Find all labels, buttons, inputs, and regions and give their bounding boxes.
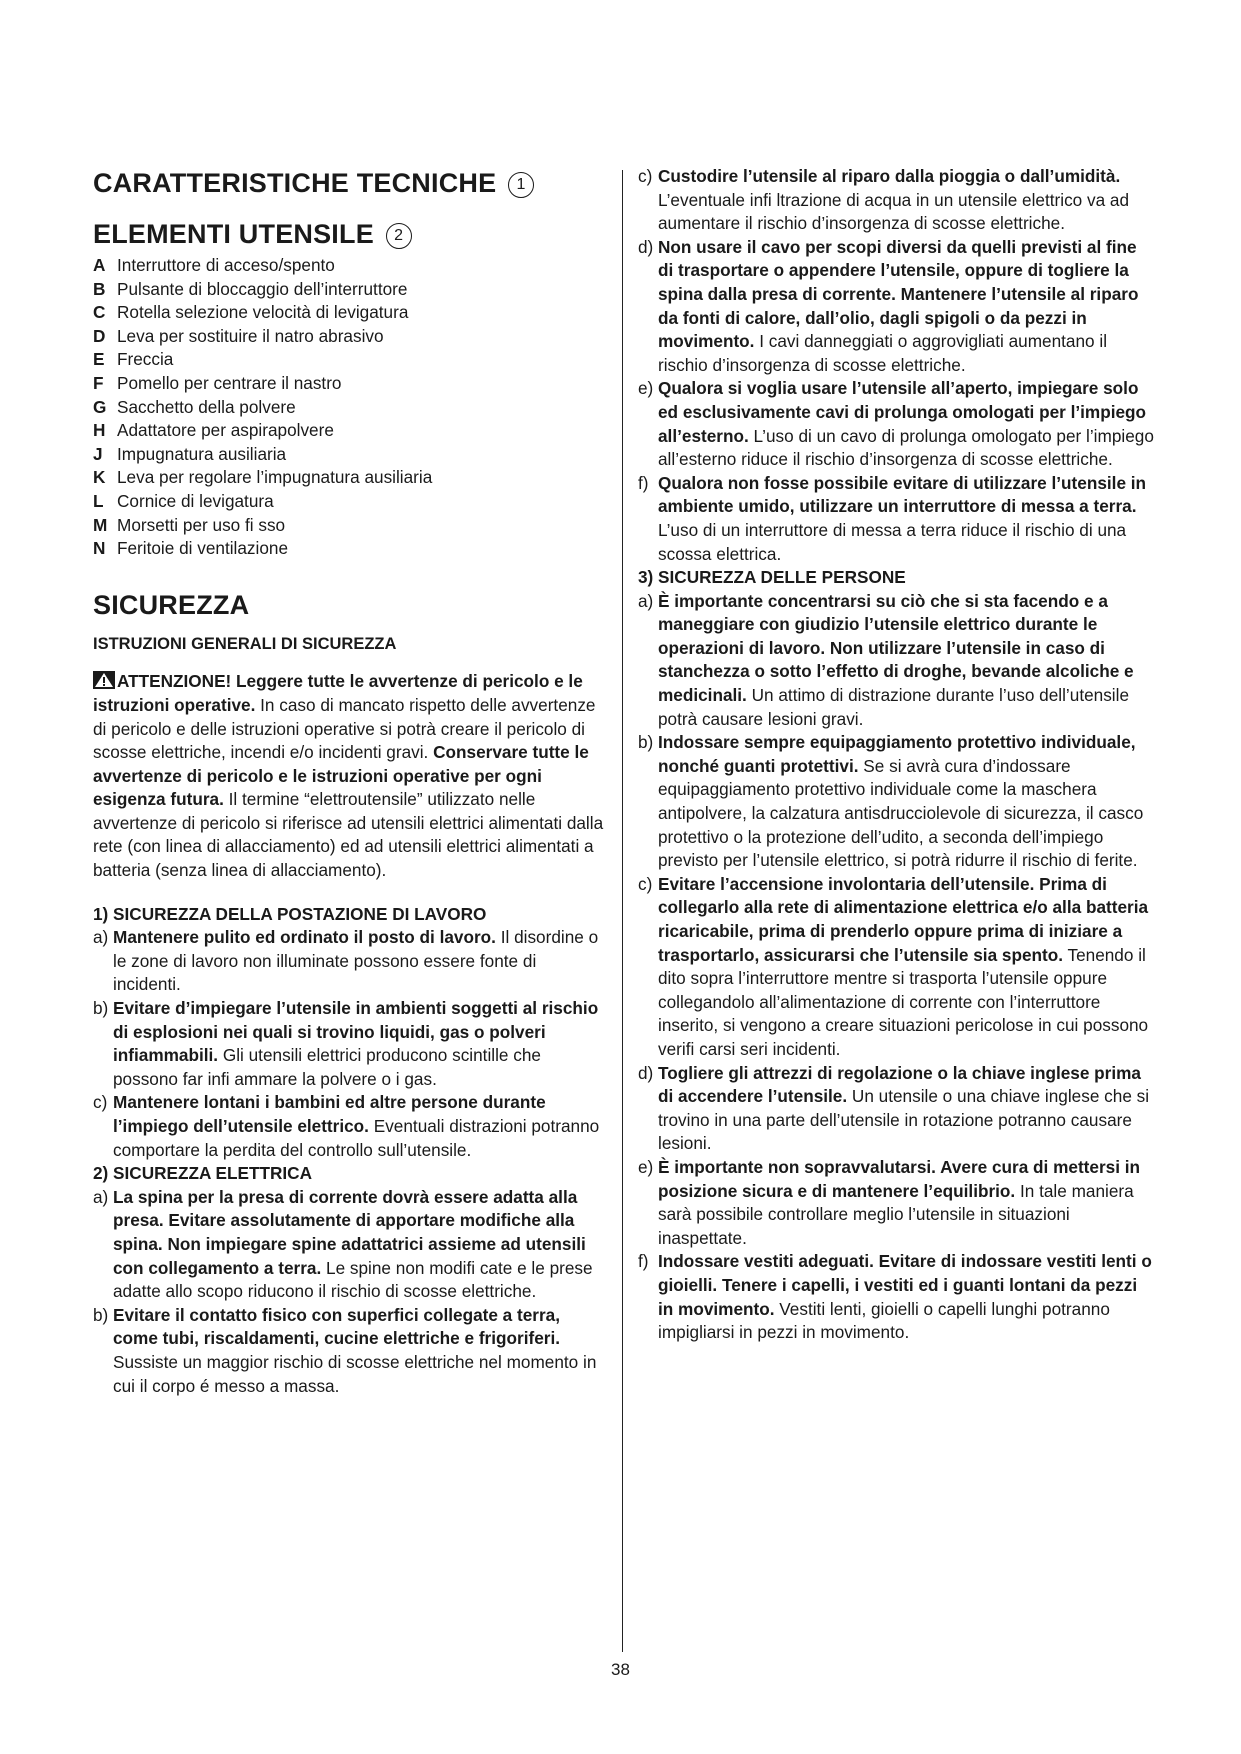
parts-list-item: B Pulsante di bloccaggio dell’interruttore (93, 278, 408, 299)
right-column (638, 165, 1156, 1345)
heading-specs-text: CARATTERISTICHE TECNICHE (93, 168, 497, 198)
warning-triangle-icon (93, 671, 115, 689)
parts-list-item: E Freccia (93, 349, 174, 370)
figure-ref-1: 1 (508, 172, 534, 198)
parts-list-item: H Adattatore per aspirapolvere (93, 420, 334, 441)
general-warning-paragraph: ATTENZIONE! Leggere tutte le avvertenze di pericolo e le istruzioni operative. In caso di mancato rispetto delle avvertenze di pericolo e delle istruzioni operative si potrà creare il pericolo di scosse elettriche, incendi e/o incidenti gravi. Conservare tutte le avvertenze di pericolo e le istruzioni operative per ogni esigenza futura. Il termine “elettroutensile” utilizzato nelle avvertenze di pericolo si riferisce ad utensili elettrici alimentati dalla rete (con linea di allacciamento) ed ad utensili elettrici alimentati a batteria (senza linea di allacciamento). (93, 671, 604, 881)
instruction-item: c) Evitare l’accensione involontaria dell’utensile. Prima di collegarlo alla rete di alimentazione elettrica e/o alla batteria ricaricabile, prima di prenderlo oppure prima di iniziare a trasportarlo, assicurarsi che l’utensile sia spento. Tenendo il dito sopra l’interruttore mentre si trasporta l’utensile oppure collegandolo all’alimentazione di corrente con l’interruttore inserito, si vengono a creare situazioni pericolose in cui possono verifi carsi seri incidenti. (638, 873, 1149, 1059)
parts-list-item: M Morsetti per uso fi sso (93, 514, 286, 535)
instruction-item: c) Mantenere lontani i bambini ed altre persone durante l’impiego dell’utensile elettrico. Eventuali distrazioni potranno comportare la perdita del controllo sull’utensile. (93, 1092, 600, 1160)
instruction-item: f) Indossare vestiti adeguati. Evitare di indossare vestiti lenti o gioielli. Tenere i capelli, i vestiti ed i guanti lontani da pezzi in movimento. Vestiti lenti, gioielli o capelli lunghi potranno impigliarsi in pezzi in movimento. (638, 1251, 1152, 1343)
section-2-heading: 2) SICUREZZA ELETTRICA (93, 1163, 312, 1184)
instruction-item: a) La spina per la presa di corrente dovrà essere adatta alla presa. Evitare assolutamente di apportare modifiche alla spina. Non impiegare spine adattatrici assieme ad utensili con collegamento a terra. Le spine non modifi cate e le prese adatte allo scopo riducono il rischio di scosse elettriche. (93, 1186, 593, 1302)
heading-safety: SICUREZZA (93, 589, 250, 620)
parts-list-item: G Sacchetto della polvere (93, 396, 296, 417)
parts-list-item: K Leva per regolare l’impugnatura ausiliaria (93, 467, 433, 488)
instruction-item: b) Evitare il contatto fisico con superfici collegate a terra, come tubi, riscaldamenti, cucine elettriche e frigoriferi. Sussiste un maggior rischio di scosse elettriche nel momento in cui il corpo é messo a massa. (93, 1304, 597, 1396)
instruction-item: a) Mantenere pulito ed ordinato il posto di lavoro. Il disordine o le zone di lavoro non illuminate possono essere fonte di incidenti. (93, 927, 599, 995)
parts-list-item: D Leva per sostituire il natro abrasivo (93, 325, 384, 346)
heading-specs (93, 165, 608, 201)
parts-list-item: A Interruttore di acceso/spento (93, 255, 335, 275)
instruction-item: d) Togliere gli attrezzi di regolazione o la chiave inglese prima di accendere l’utensile. Un utensile o una chiave inglese che si trovino in una parte dell’utensile in rotazione potranno causare lesioni. (638, 1062, 1150, 1154)
instruction-item: c) Custodire l’utensile al riparo dalla pioggia o dall’umidità. L’eventuale infi ltrazione di acqua in un utensile elettrico va ad aumentare il rischio d’insorgenza di scosse elettriche. (638, 166, 1130, 234)
parts-list-item: J Impugnatura ausiliaria (93, 443, 287, 464)
parts-list (93, 254, 608, 561)
page-number: 38 (611, 1660, 630, 1679)
parts-list-item: N Feritoie di ventilazione (93, 538, 289, 559)
heading-parts (93, 216, 608, 252)
instruction-item: a) È importante concentrarsi su ciò che si sta facendo e a maneggiare con giudizio l’utensile elettrico durante le operazioni di lavoro. Non utilizzare l’utensile in caso di stanchezza o sotto l’effetto di droghe, bevande alcoliche e medicinali. Un attimo di distrazione durante l’uso dell’utensile potrà causare lesioni gravi. (638, 590, 1134, 729)
instruction-item: d) Non usare il cavo per scopi diversi da quelli previsti al fine di trasportare o appendere l’utensile, oppure di togliere la spina dalla presa di corrente. Mantenere l’utensile al riparo da fonti di calore, dall’olio, dagli spigoli o da pezzi in movimento. I cavi danneggiati o aggrovigliati aumentano il rischio d’insorgenza di scosse elettriche. (638, 236, 1139, 375)
section-3-heading: 3) SICUREZZA DELLE PERSONE (638, 567, 906, 588)
instruction-item: f) Qualora non fosse possibile evitare di utilizzare l’utensile in ambiente umido, utilizzare un interruttore di messa a terra. L’uso di un interruttore di messa a terra riduce il rischio di una scossa elettrica. (638, 472, 1147, 564)
heading-parts-text: ELEMENTI UTENSILE (93, 219, 374, 249)
parts-list-item: L Cornice di levigatura (93, 490, 274, 511)
figure-ref-2: 2 (386, 223, 412, 249)
section-1-heading: 1) SICUREZZA DELLA POSTAZIONE DI LAVORO (93, 903, 487, 924)
general-safety-heading: ISTRUZIONI GENERALI DI SICUREZZA (93, 634, 397, 653)
parts-list-item: F Pomello per centrare il nastro (93, 372, 342, 393)
left-column (93, 165, 608, 1398)
parts-list-item: C Rotella selezione velocità di levigatura (93, 302, 409, 323)
instruction-item: e) È importante non sopravvalutarsi. Avere cura di mettersi in posizione sicura e di mantenere l’equilibrio. In tale maniera sarà possibile controllare meglio l’utensile in situazioni inaspettate. (638, 1156, 1141, 1248)
instruction-item: b) Indossare sempre equipaggiamento protettivo individuale, nonché guanti protettivi. Se si avrà cura d’indossare equipaggiamento protettivo individuale come la maschera antipolvere, la calzatura antisdrucciolevole di sicurezza, il casco protettivo o la protezione dell’udito, a seconda dell’impiego previsto per l’utensile elettrico, si potrà ridurre il rischio di ferite. (638, 732, 1144, 871)
instruction-item: b) Evitare d’impiegare l’utensile in ambienti soggetti al rischio di esplosioni nei quali si trovino liquidi, gas o polveri infiammabili. Gli utensili elettrici producono scintille che possono far infi ammare la polvere o i gas. (93, 998, 599, 1089)
column-divider (622, 170, 623, 1652)
instruction-item: e) Qualora si voglia usare l’utensile all’aperto, impiegare solo ed esclusivamente cavi di prolunga omologati per l’impiego all’esterno. L’uso di un cavo di prolunga omologato per l’impiego all’esterno riduce il rischio d’insorgenza di scosse elettriche. (638, 378, 1154, 470)
